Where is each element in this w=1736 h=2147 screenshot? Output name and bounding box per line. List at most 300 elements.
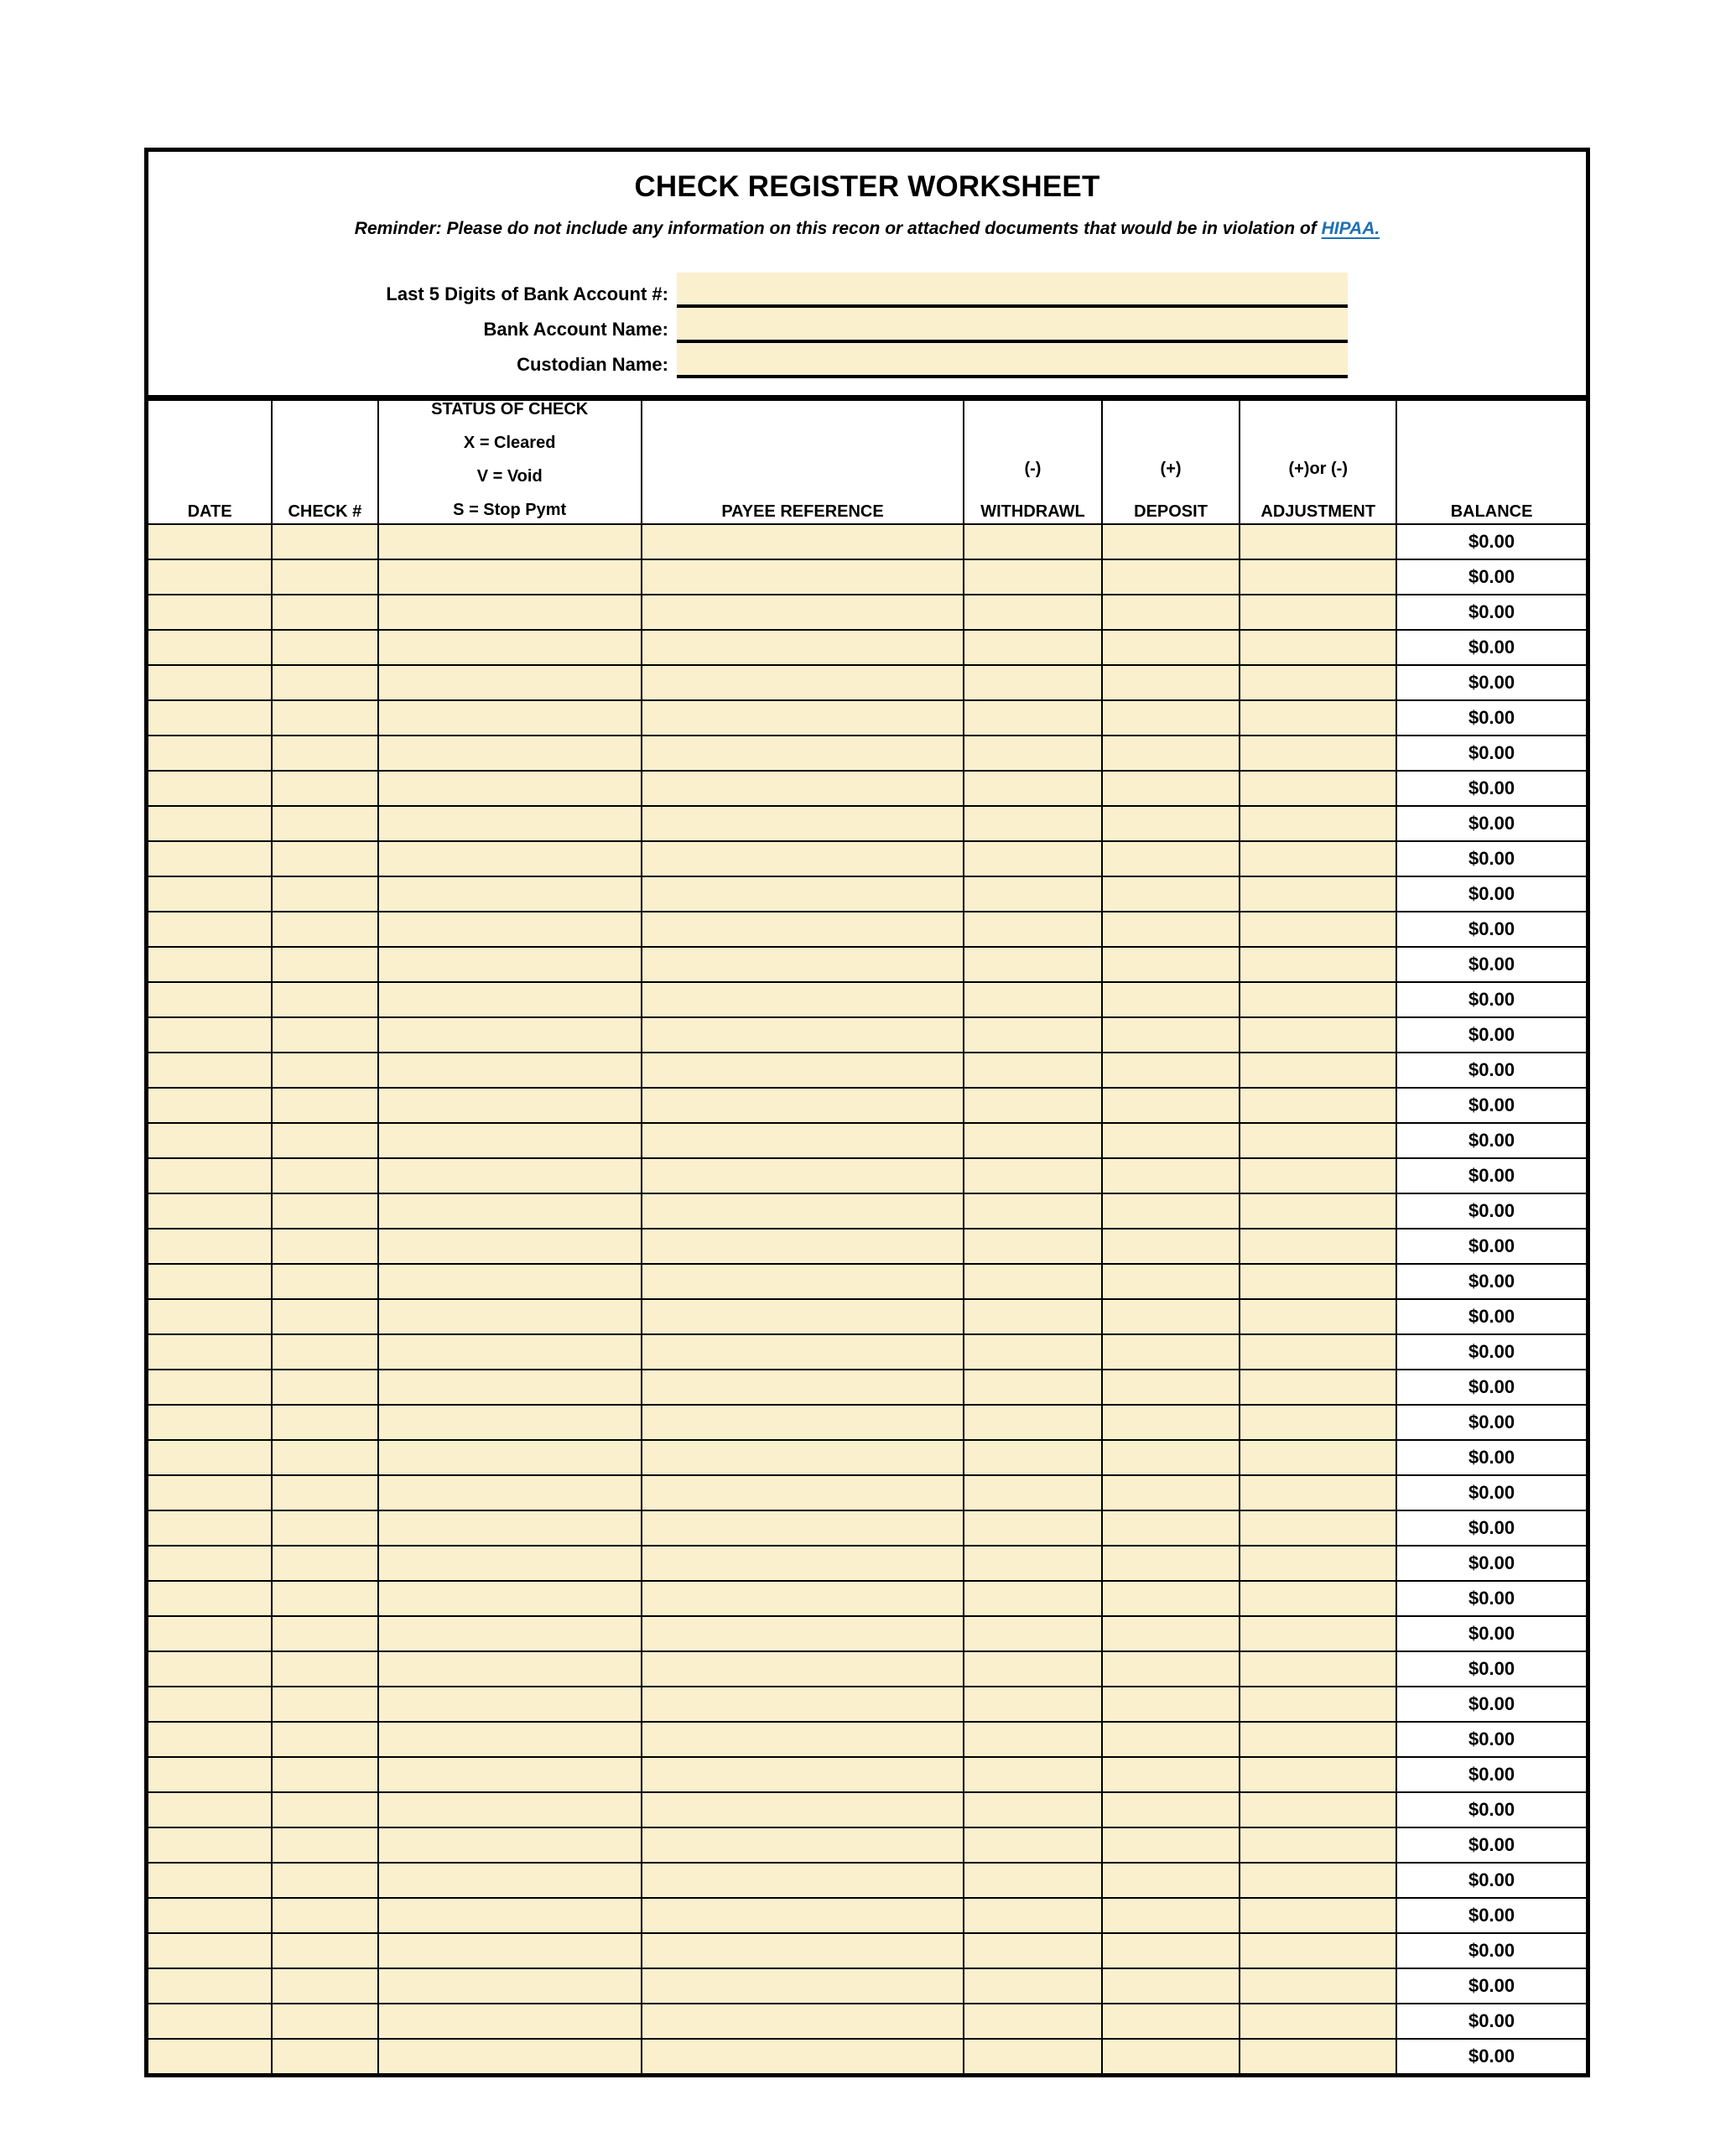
cell-status[interactable] — [378, 1264, 642, 1299]
cell-deposit[interactable] — [1102, 841, 1240, 876]
cell-check[interactable] — [272, 1123, 377, 1158]
cell-date[interactable] — [147, 982, 273, 1017]
cell-date[interactable] — [147, 876, 273, 912]
cell-date[interactable] — [147, 665, 273, 700]
cell-status[interactable] — [378, 665, 642, 700]
cell-deposit[interactable] — [1102, 1651, 1240, 1687]
cell-date[interactable] — [147, 1334, 273, 1370]
cell-check[interactable] — [272, 1334, 377, 1370]
cell-withdrawl[interactable] — [964, 1017, 1102, 1053]
cell-status[interactable] — [378, 1440, 642, 1475]
cell-date[interactable] — [147, 912, 273, 947]
cell-adjust[interactable] — [1240, 1123, 1396, 1158]
cell-date[interactable] — [147, 1229, 273, 1264]
cell-check[interactable] — [272, 736, 377, 771]
cell-date[interactable] — [147, 630, 273, 665]
cell-payee[interactable] — [642, 1827, 964, 1863]
cell-check[interactable] — [272, 524, 377, 559]
cell-date[interactable] — [147, 1123, 273, 1158]
cell-deposit[interactable] — [1102, 1264, 1240, 1299]
cell-status[interactable] — [378, 1158, 642, 1193]
cell-payee[interactable] — [642, 1264, 964, 1299]
cell-payee[interactable] — [642, 1792, 964, 1827]
cell-withdrawl[interactable] — [964, 1898, 1102, 1933]
cell-deposit[interactable] — [1102, 876, 1240, 912]
cell-status[interactable] — [378, 1510, 642, 1546]
cell-check[interactable] — [272, 1229, 377, 1264]
cell-withdrawl[interactable] — [964, 771, 1102, 806]
cell-payee[interactable] — [642, 665, 964, 700]
cell-status[interactable] — [378, 806, 642, 841]
cell-deposit[interactable] — [1102, 1440, 1240, 1475]
cell-check[interactable] — [272, 1687, 377, 1722]
cell-payee[interactable] — [642, 1229, 964, 1264]
cell-date[interactable] — [147, 806, 273, 841]
cell-withdrawl[interactable] — [964, 1088, 1102, 1123]
cell-withdrawl[interactable] — [964, 1687, 1102, 1722]
cell-deposit[interactable] — [1102, 559, 1240, 595]
cell-status[interactable] — [378, 2004, 642, 2039]
cell-payee[interactable] — [642, 1863, 964, 1898]
cell-payee[interactable] — [642, 841, 964, 876]
cell-check[interactable] — [272, 1370, 377, 1405]
cell-adjust[interactable] — [1240, 1687, 1396, 1722]
cell-withdrawl[interactable] — [964, 1651, 1102, 1687]
cell-payee[interactable] — [642, 2039, 964, 2076]
cell-status[interactable] — [378, 595, 642, 630]
cell-deposit[interactable] — [1102, 947, 1240, 982]
cell-deposit[interactable] — [1102, 1616, 1240, 1651]
cell-status[interactable] — [378, 736, 642, 771]
cell-payee[interactable] — [642, 876, 964, 912]
cell-payee[interactable] — [642, 1440, 964, 1475]
cell-withdrawl[interactable] — [964, 1510, 1102, 1546]
cell-payee[interactable] — [642, 1898, 964, 1933]
cell-status[interactable] — [378, 1193, 642, 1229]
cell-date[interactable] — [147, 1370, 273, 1405]
cell-date[interactable] — [147, 595, 273, 630]
cell-withdrawl[interactable] — [964, 806, 1102, 841]
cell-status[interactable] — [378, 947, 642, 982]
cell-withdrawl[interactable] — [964, 1334, 1102, 1370]
cell-check[interactable] — [272, 595, 377, 630]
cell-deposit[interactable] — [1102, 1017, 1240, 1053]
cell-check[interactable] — [272, 1053, 377, 1088]
cell-date[interactable] — [147, 1017, 273, 1053]
cell-withdrawl[interactable] — [964, 1193, 1102, 1229]
cell-payee[interactable] — [642, 1933, 964, 1968]
cell-check[interactable] — [272, 1546, 377, 1581]
bank-account-name-field[interactable] — [677, 308, 1348, 343]
cell-adjust[interactable] — [1240, 1722, 1396, 1757]
cell-deposit[interactable] — [1102, 1757, 1240, 1792]
cell-withdrawl[interactable] — [964, 1405, 1102, 1440]
cell-status[interactable] — [378, 1546, 642, 1581]
cell-payee[interactable] — [642, 1616, 964, 1651]
cell-adjust[interactable] — [1240, 1827, 1396, 1863]
cell-status[interactable] — [378, 1334, 642, 1370]
cell-deposit[interactable] — [1102, 630, 1240, 665]
cell-adjust[interactable] — [1240, 1898, 1396, 1933]
cell-date[interactable] — [147, 1581, 273, 1616]
cell-payee[interactable] — [642, 2004, 964, 2039]
cell-adjust[interactable] — [1240, 1475, 1396, 1510]
cell-check[interactable] — [272, 1898, 377, 1933]
cell-check[interactable] — [272, 1510, 377, 1546]
cell-date[interactable] — [147, 559, 273, 595]
cell-withdrawl[interactable] — [964, 1370, 1102, 1405]
cell-check[interactable] — [272, 876, 377, 912]
cell-status[interactable] — [378, 841, 642, 876]
cell-payee[interactable] — [642, 947, 964, 982]
cell-payee[interactable] — [642, 1475, 964, 1510]
cell-deposit[interactable] — [1102, 595, 1240, 630]
cell-withdrawl[interactable] — [964, 1299, 1102, 1334]
cell-check[interactable] — [272, 1158, 377, 1193]
cell-date[interactable] — [147, 2004, 273, 2039]
cell-adjust[interactable] — [1240, 1510, 1396, 1546]
cell-check[interactable] — [272, 1405, 377, 1440]
cell-adjust[interactable] — [1240, 912, 1396, 947]
cell-date[interactable] — [147, 1722, 273, 1757]
cell-check[interactable] — [272, 1757, 377, 1792]
cell-payee[interactable] — [642, 1405, 964, 1440]
cell-date[interactable] — [147, 1651, 273, 1687]
cell-adjust[interactable] — [1240, 595, 1396, 630]
cell-date[interactable] — [147, 1475, 273, 1510]
cell-check[interactable] — [272, 1651, 377, 1687]
cell-date[interactable] — [147, 1616, 273, 1651]
cell-withdrawl[interactable] — [964, 1264, 1102, 1299]
cell-withdrawl[interactable] — [964, 1757, 1102, 1792]
cell-status[interactable] — [378, 771, 642, 806]
cell-payee[interactable] — [642, 630, 964, 665]
cell-adjust[interactable] — [1240, 1193, 1396, 1229]
cell-check[interactable] — [272, 1722, 377, 1757]
cell-withdrawl[interactable] — [964, 1546, 1102, 1581]
cell-deposit[interactable] — [1102, 1687, 1240, 1722]
cell-status[interactable] — [378, 524, 642, 559]
cell-adjust[interactable] — [1240, 1546, 1396, 1581]
cell-withdrawl[interactable] — [964, 1863, 1102, 1898]
cell-status[interactable] — [378, 1898, 642, 1933]
cell-adjust[interactable] — [1240, 1334, 1396, 1370]
cell-payee[interactable] — [642, 1722, 964, 1757]
cell-withdrawl[interactable] — [964, 736, 1102, 771]
cell-check[interactable] — [272, 982, 377, 1017]
cell-check[interactable] — [272, 1933, 377, 1968]
cell-status[interactable] — [378, 1933, 642, 1968]
cell-withdrawl[interactable] — [964, 1616, 1102, 1651]
cell-check[interactable] — [272, 700, 377, 736]
cell-withdrawl[interactable] — [964, 630, 1102, 665]
cell-status[interactable] — [378, 1757, 642, 1792]
cell-payee[interactable] — [642, 1370, 964, 1405]
cell-status[interactable] — [378, 912, 642, 947]
cell-status[interactable] — [378, 1722, 642, 1757]
cell-check[interactable] — [272, 1581, 377, 1616]
cell-date[interactable] — [147, 2039, 273, 2076]
cell-date[interactable] — [147, 1299, 273, 1334]
cell-deposit[interactable] — [1102, 1722, 1240, 1757]
cell-deposit[interactable] — [1102, 1475, 1240, 1510]
cell-adjust[interactable] — [1240, 1616, 1396, 1651]
cell-withdrawl[interactable] — [964, 982, 1102, 1017]
cell-withdrawl[interactable] — [964, 1722, 1102, 1757]
cell-payee[interactable] — [642, 1687, 964, 1722]
cell-status[interactable] — [378, 1827, 642, 1863]
cell-payee[interactable] — [642, 1546, 964, 1581]
cell-deposit[interactable] — [1102, 1053, 1240, 1088]
cell-date[interactable] — [147, 947, 273, 982]
cell-deposit[interactable] — [1102, 2039, 1240, 2076]
cell-withdrawl[interactable] — [964, 1158, 1102, 1193]
cell-withdrawl[interactable] — [964, 2004, 1102, 2039]
cell-payee[interactable] — [642, 806, 964, 841]
bank-account-number-field[interactable] — [677, 273, 1348, 308]
cell-check[interactable] — [272, 630, 377, 665]
cell-payee[interactable] — [642, 559, 964, 595]
cell-adjust[interactable] — [1240, 1863, 1396, 1898]
cell-withdrawl[interactable] — [964, 1123, 1102, 1158]
cell-check[interactable] — [272, 947, 377, 982]
cell-withdrawl[interactable] — [964, 912, 1102, 947]
cell-payee[interactable] — [642, 736, 964, 771]
cell-status[interactable] — [378, 1053, 642, 1088]
cell-withdrawl[interactable] — [964, 1053, 1102, 1088]
cell-withdrawl[interactable] — [964, 1229, 1102, 1264]
cell-adjust[interactable] — [1240, 1440, 1396, 1475]
cell-deposit[interactable] — [1102, 982, 1240, 1017]
cell-check[interactable] — [272, 1440, 377, 1475]
cell-adjust[interactable] — [1240, 1651, 1396, 1687]
cell-status[interactable] — [378, 1968, 642, 2004]
cell-payee[interactable] — [642, 1510, 964, 1546]
cell-payee[interactable] — [642, 1193, 964, 1229]
cell-check[interactable] — [272, 1299, 377, 1334]
cell-adjust[interactable] — [1240, 630, 1396, 665]
cell-adjust[interactable] — [1240, 806, 1396, 841]
cell-date[interactable] — [147, 1264, 273, 1299]
cell-check[interactable] — [272, 1088, 377, 1123]
cell-deposit[interactable] — [1102, 1546, 1240, 1581]
cell-deposit[interactable] — [1102, 1405, 1240, 1440]
cell-adjust[interactable] — [1240, 700, 1396, 736]
cell-status[interactable] — [378, 982, 642, 1017]
cell-status[interactable] — [378, 700, 642, 736]
cell-deposit[interactable] — [1102, 912, 1240, 947]
cell-status[interactable] — [378, 2039, 642, 2076]
cell-adjust[interactable] — [1240, 876, 1396, 912]
cell-deposit[interactable] — [1102, 1933, 1240, 1968]
cell-check[interactable] — [272, 1863, 377, 1898]
cell-check[interactable] — [272, 771, 377, 806]
cell-payee[interactable] — [642, 982, 964, 1017]
cell-deposit[interactable] — [1102, 524, 1240, 559]
cell-date[interactable] — [147, 736, 273, 771]
cell-check[interactable] — [272, 1017, 377, 1053]
cell-payee[interactable] — [642, 1757, 964, 1792]
cell-adjust[interactable] — [1240, 1229, 1396, 1264]
cell-date[interactable] — [147, 1546, 273, 1581]
cell-withdrawl[interactable] — [964, 2039, 1102, 2076]
cell-payee[interactable] — [642, 1053, 964, 1088]
cell-status[interactable] — [378, 1687, 642, 1722]
cell-deposit[interactable] — [1102, 665, 1240, 700]
cell-deposit[interactable] — [1102, 1581, 1240, 1616]
cell-check[interactable] — [272, 1792, 377, 1827]
cell-date[interactable] — [147, 1898, 273, 1933]
cell-date[interactable] — [147, 841, 273, 876]
cell-withdrawl[interactable] — [964, 841, 1102, 876]
cell-date[interactable] — [147, 1863, 273, 1898]
cell-adjust[interactable] — [1240, 1088, 1396, 1123]
cell-check[interactable] — [272, 1616, 377, 1651]
cell-withdrawl[interactable] — [964, 524, 1102, 559]
cell-adjust[interactable] — [1240, 2039, 1396, 2076]
custodian-name-field[interactable] — [677, 343, 1348, 378]
cell-deposit[interactable] — [1102, 1370, 1240, 1405]
cell-payee[interactable] — [642, 1581, 964, 1616]
cell-deposit[interactable] — [1102, 1898, 1240, 1933]
cell-check[interactable] — [272, 665, 377, 700]
cell-adjust[interactable] — [1240, 1370, 1396, 1405]
cell-date[interactable] — [147, 1933, 273, 1968]
cell-withdrawl[interactable] — [964, 1792, 1102, 1827]
cell-payee[interactable] — [642, 1334, 964, 1370]
cell-check[interactable] — [272, 912, 377, 947]
cell-status[interactable] — [378, 1229, 642, 1264]
cell-date[interactable] — [147, 1440, 273, 1475]
cell-deposit[interactable] — [1102, 1088, 1240, 1123]
cell-adjust[interactable] — [1240, 1405, 1396, 1440]
cell-withdrawl[interactable] — [964, 1968, 1102, 2004]
cell-withdrawl[interactable] — [964, 1440, 1102, 1475]
cell-deposit[interactable] — [1102, 771, 1240, 806]
cell-date[interactable] — [147, 1405, 273, 1440]
cell-adjust[interactable] — [1240, 2004, 1396, 2039]
cell-adjust[interactable] — [1240, 1933, 1396, 1968]
cell-date[interactable] — [147, 771, 273, 806]
cell-payee[interactable] — [642, 771, 964, 806]
cell-adjust[interactable] — [1240, 947, 1396, 982]
cell-status[interactable] — [378, 1792, 642, 1827]
cell-check[interactable] — [272, 2004, 377, 2039]
cell-withdrawl[interactable] — [964, 876, 1102, 912]
cell-date[interactable] — [147, 1053, 273, 1088]
hipaa-link[interactable]: HIPAA. — [1321, 219, 1380, 239]
cell-adjust[interactable] — [1240, 665, 1396, 700]
cell-deposit[interactable] — [1102, 1968, 1240, 2004]
cell-deposit[interactable] — [1102, 2004, 1240, 2039]
cell-deposit[interactable] — [1102, 1299, 1240, 1334]
cell-payee[interactable] — [642, 524, 964, 559]
cell-adjust[interactable] — [1240, 1264, 1396, 1299]
cell-withdrawl[interactable] — [964, 947, 1102, 982]
cell-withdrawl[interactable] — [964, 665, 1102, 700]
cell-date[interactable] — [147, 1510, 273, 1546]
cell-adjust[interactable] — [1240, 1158, 1396, 1193]
cell-withdrawl[interactable] — [964, 1475, 1102, 1510]
cell-withdrawl[interactable] — [964, 1933, 1102, 1968]
cell-adjust[interactable] — [1240, 1792, 1396, 1827]
cell-adjust[interactable] — [1240, 524, 1396, 559]
cell-check[interactable] — [272, 1264, 377, 1299]
cell-date[interactable] — [147, 524, 273, 559]
cell-payee[interactable] — [642, 1651, 964, 1687]
cell-payee[interactable] — [642, 912, 964, 947]
cell-check[interactable] — [272, 1475, 377, 1510]
cell-adjust[interactable] — [1240, 736, 1396, 771]
cell-deposit[interactable] — [1102, 1229, 1240, 1264]
cell-payee[interactable] — [642, 1017, 964, 1053]
cell-check[interactable] — [272, 1968, 377, 2004]
cell-deposit[interactable] — [1102, 1863, 1240, 1898]
cell-adjust[interactable] — [1240, 1299, 1396, 1334]
cell-date[interactable] — [147, 1687, 273, 1722]
cell-date[interactable] — [147, 1792, 273, 1827]
cell-deposit[interactable] — [1102, 1792, 1240, 1827]
cell-status[interactable] — [378, 1123, 642, 1158]
cell-date[interactable] — [147, 1158, 273, 1193]
cell-check[interactable] — [272, 559, 377, 595]
cell-withdrawl[interactable] — [964, 1827, 1102, 1863]
cell-payee[interactable] — [642, 1123, 964, 1158]
cell-payee[interactable] — [642, 1299, 964, 1334]
cell-deposit[interactable] — [1102, 700, 1240, 736]
cell-payee[interactable] — [642, 700, 964, 736]
cell-status[interactable] — [378, 1651, 642, 1687]
cell-status[interactable] — [378, 630, 642, 665]
cell-check[interactable] — [272, 2039, 377, 2076]
cell-status[interactable] — [378, 1581, 642, 1616]
cell-deposit[interactable] — [1102, 1510, 1240, 1546]
cell-payee[interactable] — [642, 1158, 964, 1193]
cell-date[interactable] — [147, 1968, 273, 2004]
cell-withdrawl[interactable] — [964, 700, 1102, 736]
cell-check[interactable] — [272, 841, 377, 876]
cell-status[interactable] — [378, 1370, 642, 1405]
cell-deposit[interactable] — [1102, 806, 1240, 841]
cell-date[interactable] — [147, 1193, 273, 1229]
cell-status[interactable] — [378, 1299, 642, 1334]
cell-status[interactable] — [378, 1405, 642, 1440]
cell-adjust[interactable] — [1240, 559, 1396, 595]
cell-deposit[interactable] — [1102, 1158, 1240, 1193]
cell-deposit[interactable] — [1102, 1334, 1240, 1370]
cell-adjust[interactable] — [1240, 1053, 1396, 1088]
cell-adjust[interactable] — [1240, 1581, 1396, 1616]
cell-check[interactable] — [272, 1827, 377, 1863]
cell-date[interactable] — [147, 1827, 273, 1863]
cell-check[interactable] — [272, 1193, 377, 1229]
cell-status[interactable] — [378, 1616, 642, 1651]
cell-deposit[interactable] — [1102, 1827, 1240, 1863]
cell-adjust[interactable] — [1240, 982, 1396, 1017]
cell-adjust[interactable] — [1240, 841, 1396, 876]
cell-check[interactable] — [272, 806, 377, 841]
cell-adjust[interactable] — [1240, 1017, 1396, 1053]
cell-date[interactable] — [147, 1757, 273, 1792]
cell-status[interactable] — [378, 1088, 642, 1123]
cell-date[interactable] — [147, 1088, 273, 1123]
cell-deposit[interactable] — [1102, 736, 1240, 771]
cell-deposit[interactable] — [1102, 1123, 1240, 1158]
cell-status[interactable] — [378, 1863, 642, 1898]
cell-adjust[interactable] — [1240, 771, 1396, 806]
cell-payee[interactable] — [642, 1968, 964, 2004]
cell-adjust[interactable] — [1240, 1968, 1396, 2004]
